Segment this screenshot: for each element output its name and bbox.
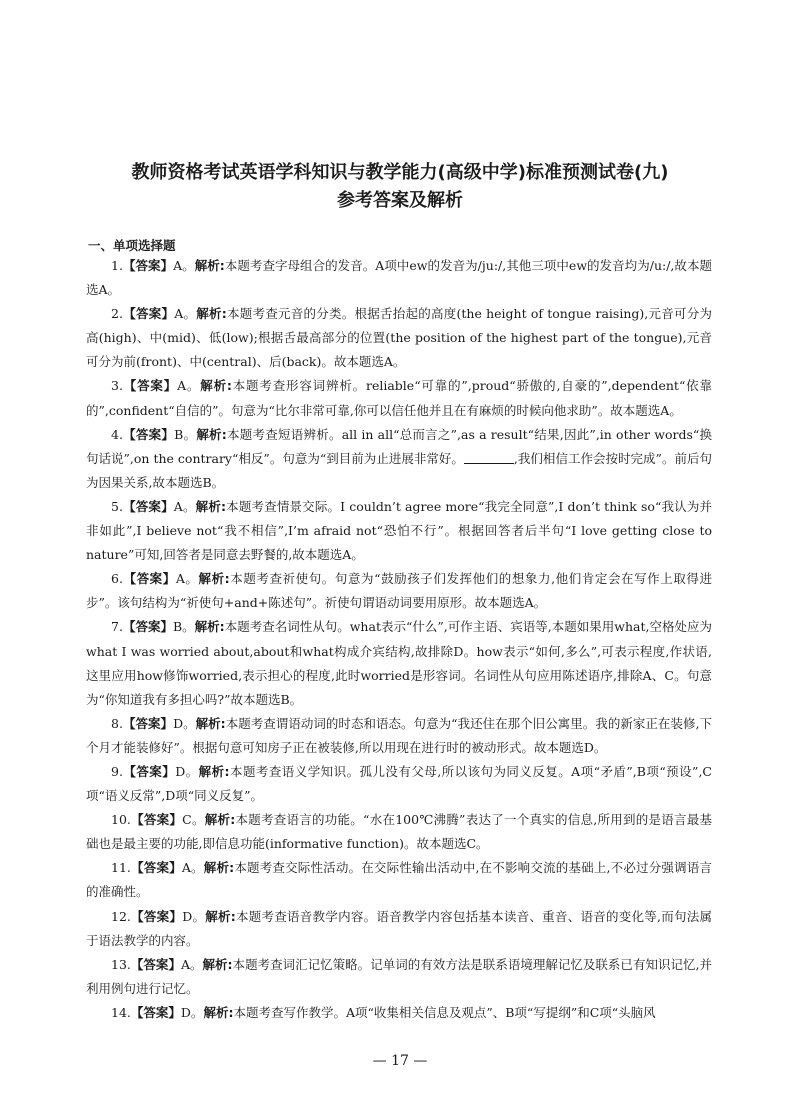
answer-item: 10.【答案】C。解析:本题考查语言的功能。“水在100℃沸腾”表达了一个真实的信息,所用到的是语言最基础也是最主要的功能,即信息功能(informative function)。故本题选C。 [86,812,712,852]
answer-item: 14.【答案】D。解析:本题考查写作教学。A项“收集相关信息及观点”、B项“写提纲”和C项“头脑风 [111,1004,656,1020]
answer-item: 13.【答案】A。解析:本题考查词汇记忆策略。记单词的有效方法是联系语境理解记忆及联系已有知识记忆,并利用例句进行记忆。 [86,956,712,996]
answer-item: 1.【答案】A。解析:本题考查字母组合的发音。A项中ew的发音为/ju:/,其他三项中ew的发音均为/u:/,故本题选A。 [86,258,713,298]
answer-item: 12.【答案】D。解析:本题考查语音教学内容。语音教学内容包括基本读音、重音、语音的变化等,而句法属于语法教学的内容。 [86,908,712,948]
answer-item: 9.【答案】D。解析:本题考查语义学知识。孤儿没有父母,所以该句为同义反复。A项“矛盾”,B项“预设”,C项“语义反常”,D项“同义反复”。 [86,763,712,804]
fill-blank [464,451,514,464]
answer-item: 5.【答案】A。解析:本题考查情景交际。I couldn’t agree more“我完全同意”,I don’t think so“我认为并非如此”,I believe not“我不相信”,I’m afraid not“恐怕不行”。根据回答者后半句“I love getting close to nature”可知,回答者是同意去野餐的,故本题选A。 [86,498,713,563]
section-heading: 一、单项选择题 [88,238,176,253]
answer-item: 6.【答案】A。解析:本题考查祈使句。句意为“鼓励孩子们发挥他们的想象力,他们肯定会在写作上取得进步”。该句结构为“祈使句+and+陈述句”。祈使句谓语动词要用原形。故本题选A。 [86,571,712,611]
paper-subtitle: 参考答案及解析 [337,190,463,211]
answer-item: 3.【答案】A。解析:本题考查形容词辨析。reliable“可靠的”,proud“骄傲的,自豪的”,dependent“依靠的”,confident“自信的”。句意为“比尔非常可靠,你可以信任他并且在有麻烦的时候向他求助”。故本题选A。 [86,378,712,418]
answer-item: 2.【答案】A。解析:本题考查元音的分类。根据舌抬起的高度(the height of tongue raising),元音可分为高(high)、中(mid)、低(low);根据舌最高部分的位置(the position of the highest part of the tongue),元音可分为前(front)、中(central)、后(back)。故本题选A。 [86,306,712,370]
answer-item: 8.【答案】D。解析:本题考查谓语动词的时态和语态。句意为“我还住在那个旧公寓里。我的新家正在装修,下个月才能装修好”。根据句意可知房子正在被装修,所以用现在进行时的被动形式。故本题选D。 [86,715,712,755]
page-number: — 17 — [372,1053,428,1069]
paper-title: 教师资格考试英语学科知识与教学能力(高级中学)标准预测试卷(九) [131,162,669,183]
answer-item: 7.【答案】B。解析:本题考查名词性从句。what表示“什么”,可作主语、宾语等,本题如果用what,空格处应为what I was worried about,about和what构成介宾结构,故排除D。how表示“如何,多么”,可表示程度,作状语,这里应用how修饰worried,表示担心的程度,此时worried是形容词。名词性从句应用陈述语序,排除A、C。句意为“你知道我有多担心吗?”故本题选B。 [86,619,713,707]
answer-list [86,254,712,1025]
answer-item: 4.【答案】B。解析:本题考查短语辨析。all in all“总而言之”,as a result“结果,因此”,in other words“换句话说”,on the contrary“相反”。句意为“到目前为止进展非常好。 ,我们相信工作会按时完成”。前后句为因果关系,故本题选B。 [86,426,712,490]
answer-item: 11.【答案】A。解析:本题考查交际性活动。在交际性输出活动中,在不影响交流的基础上,不必过分强调语言的准确性。 [86,860,713,900]
